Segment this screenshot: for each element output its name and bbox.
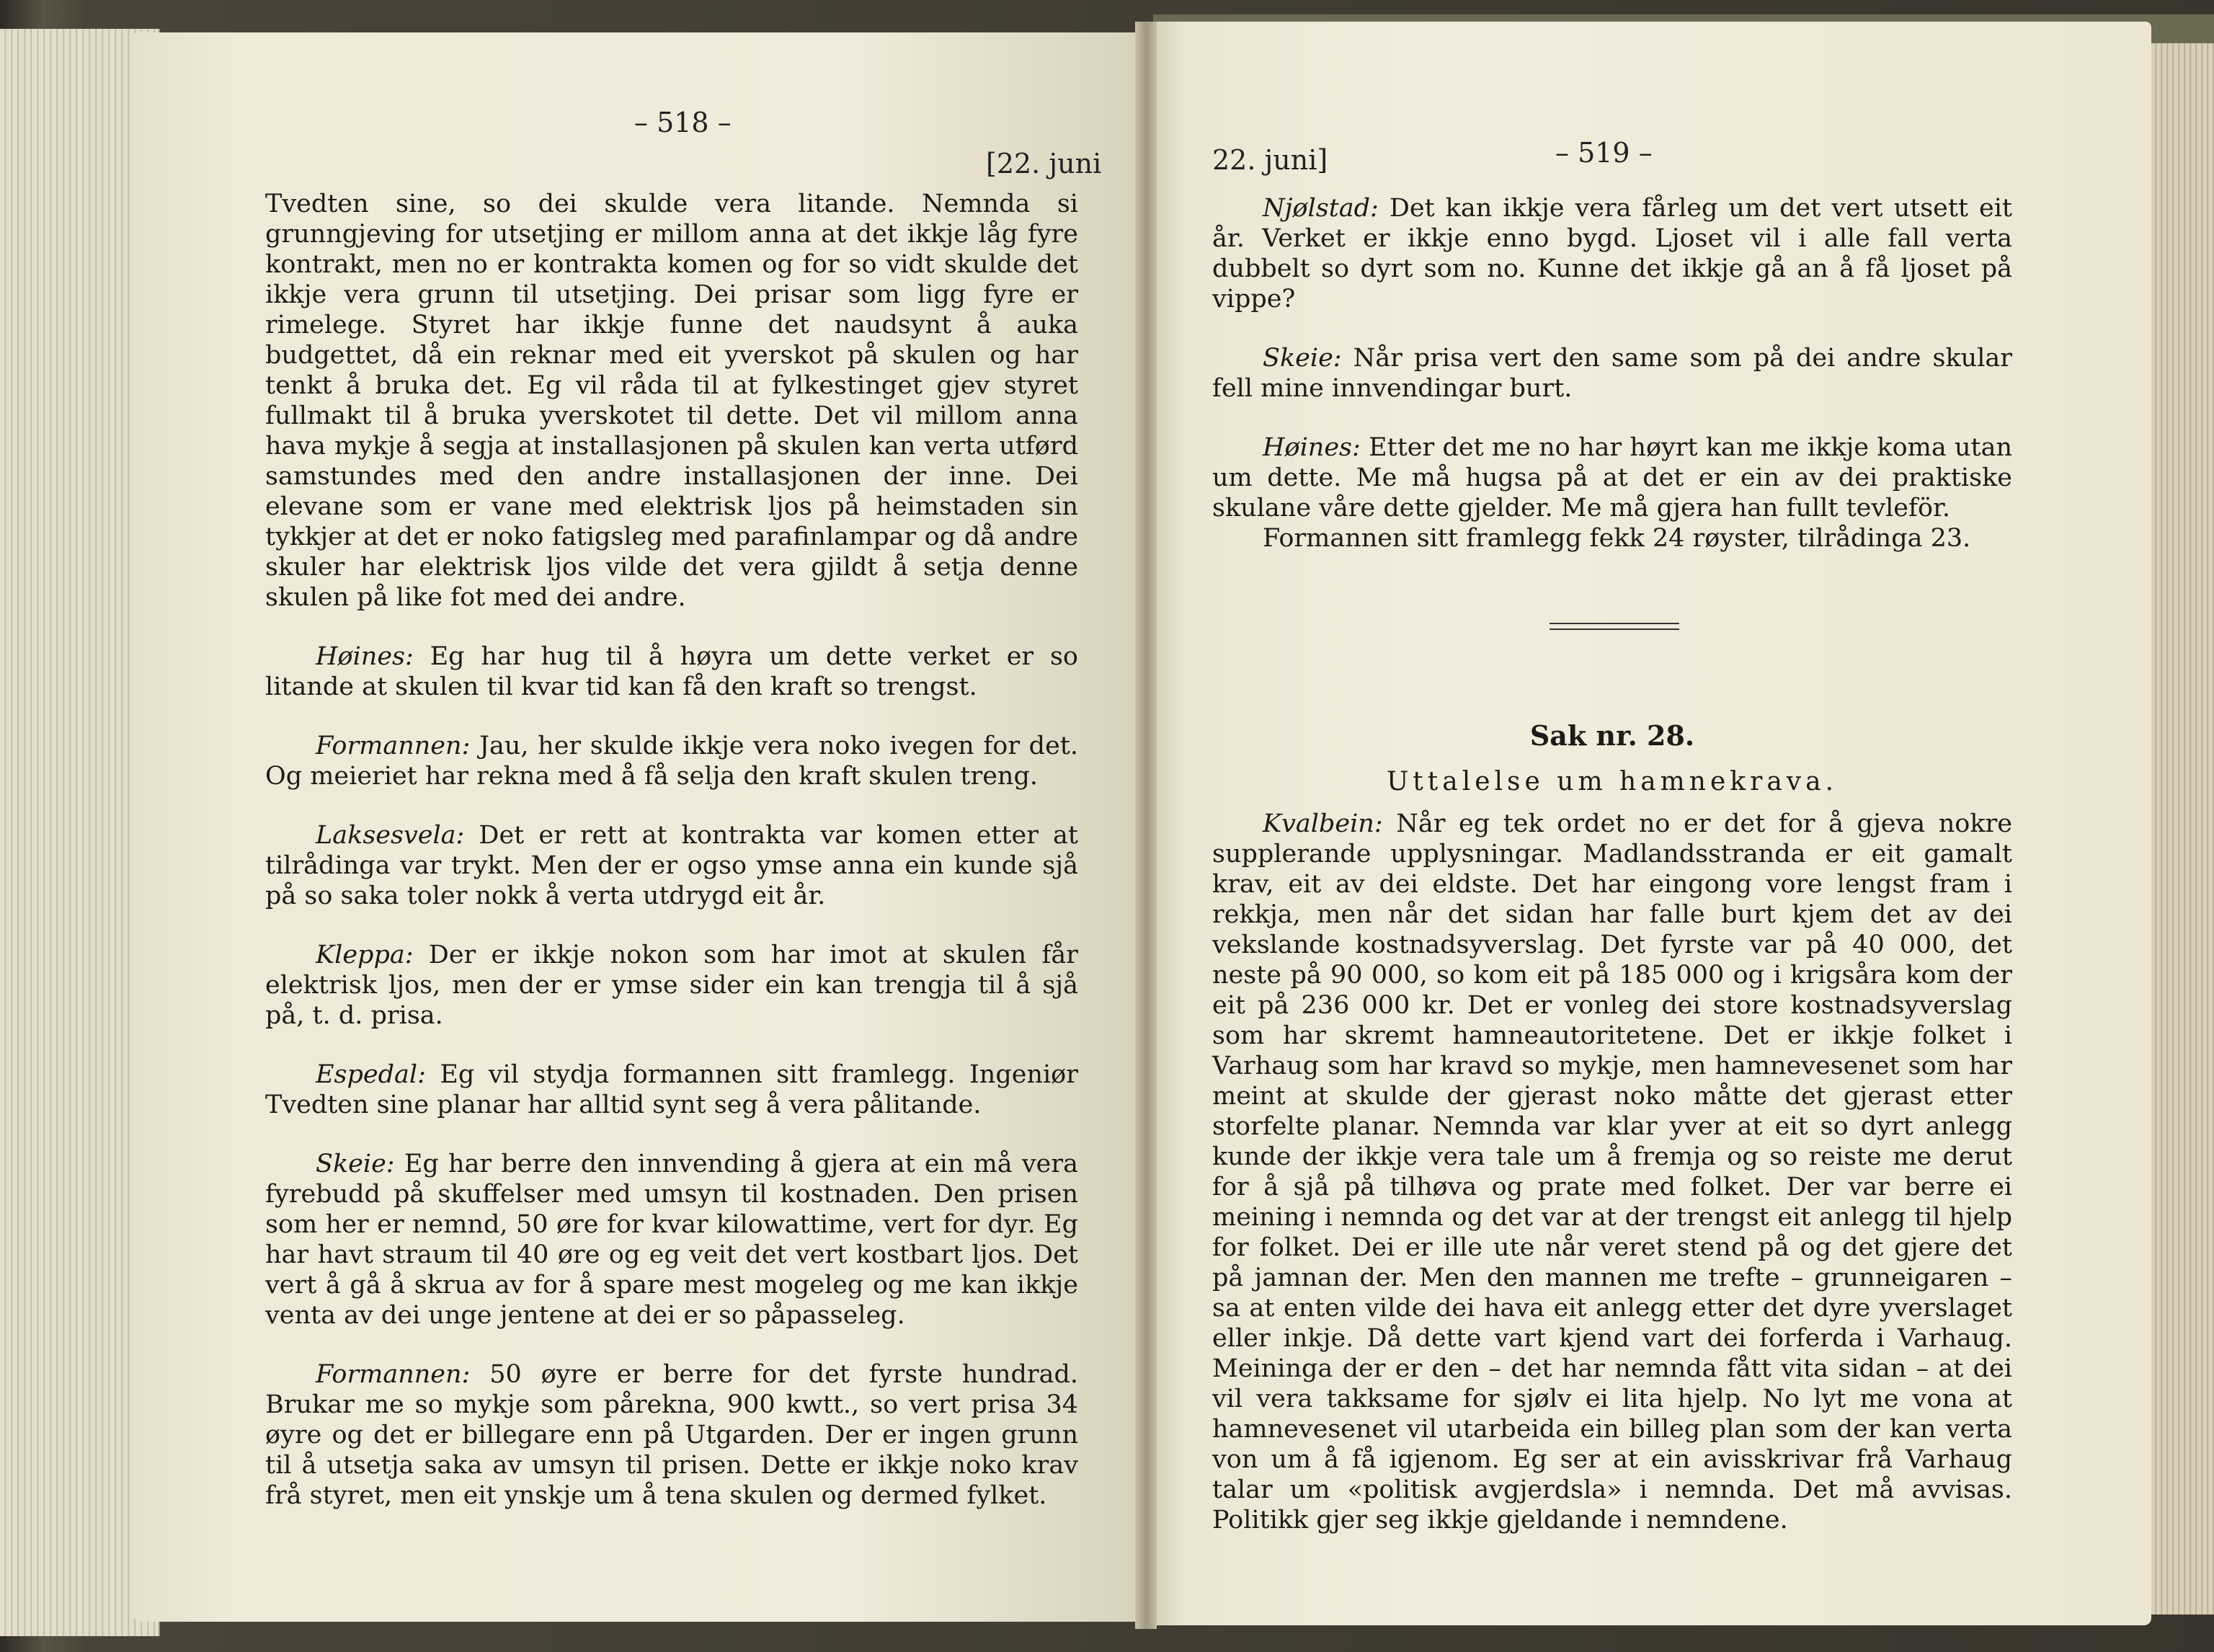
speaker-name: Kvalbein: <box>1263 809 1383 838</box>
sak-heading <box>1212 721 2012 797</box>
speech-text: Eg har hug til å høyra um dette verket er so litande at skulen til kvar tid kan få den kraft so trengst. <box>265 642 1078 701</box>
book-gutter <box>1135 22 1157 1629</box>
speech-hoines-2 <box>1212 432 2012 523</box>
speech-njolstad <box>1212 193 2012 314</box>
speaker-name: Espedal: <box>316 1060 426 1089</box>
speaker-name: Laksesvela: <box>316 821 465 850</box>
speech-kleppa <box>265 940 1078 1031</box>
speaker-name: Skeie: <box>1263 344 1342 373</box>
speech-text: Der er ikkje nokon som har imot at skulen får elektrisk ljos, men der er ymse sider ein kan trengja til å sjå på, t. d. prisa. <box>265 941 1078 1030</box>
sak-subtitle: Uttalelse um hamnekrava. <box>1386 767 1839 796</box>
page-edges-right <box>2146 43 2214 1615</box>
speech-text: Etter det me no har høyrt kan me ikkje koma utan um dette. Me må hugsa på at det er ein av dei praktiske skulane våre dette gjelder. Me må gjera han fullt tevleför. <box>1212 433 2012 523</box>
speech-skeie-2 <box>1212 343 2012 404</box>
speech-text: 50 øyre er berre for det fyrste hundrad. Brukar me so mykje som pårekna, 900 kwtt., so vert prisa 34 øyre og det er billegare enn på Utgarden. Der er ingen grunn til å utsetja saka av umsyn til prisen. Dette er ikkje noko krav frå styret, men eit ynskje um å tena skulen og dermed fylket. <box>265 1360 1078 1510</box>
paragraph <box>265 189 1078 613</box>
right-page-upper-body <box>1212 193 2012 554</box>
left-page-body <box>265 189 1078 1511</box>
speech-text: Eg vil stydja formannen sitt framlegg. Ingeniør Tvedten sine planar har alltid synt seg å vera pålitande. <box>265 1060 1078 1119</box>
section-divider <box>1550 623 1679 630</box>
speech-text: Eg har berre den innvending å gjera at ein må vera fyrebudd på skuffelser med umsyn til kostnaden. Den prisen som her er nemnd, 50 øre for kvar kilowattime, vert for dyr. Eg har havt straum til 40 øre og eg veit det vert kostbart ljos. Det vert å gå å skrua av for å spare mest mogeleg og me kan ikkje venta av dei unge jentene at dei er so påpasseleg. <box>265 1150 1078 1330</box>
speaker-name: Skeie: <box>316 1150 395 1178</box>
speech-espedal <box>265 1060 1078 1120</box>
speech-kvalbein <box>1212 809 2012 1535</box>
left-page-date: [22. juni <box>986 148 1102 179</box>
right-page-number: – 519 – <box>1555 137 1653 169</box>
speech-skeie <box>265 1149 1078 1331</box>
sak-title: Sak nr. 28. <box>1529 719 1695 752</box>
speech-text: Det kan ikkje vera fårleg um det vert utsett eit år. Verket er ikkje enno bygd. Ljoset vil i alle fall verta dubbelt so dyrt som no. Kunne det ikkje gå an å få ljoset på vippe? <box>1212 194 2012 314</box>
speech-hoines <box>265 641 1078 702</box>
speaker-name: Njølstad: <box>1263 194 1379 223</box>
speaker-name: Formannen: <box>316 732 471 760</box>
right-page-date: 22. juni] <box>1212 144 1328 176</box>
speech-text: Når prisa vert den same som på dei andre skular fell mine innvendingar burt. <box>1212 344 2012 403</box>
speech-laksesvela <box>265 820 1078 911</box>
paragraph-text: Tvedten sine, so dei skulde vera litande. Nemnda si grunngjeving for utsetjing er millom anna at det ikkje låg fyre kontrakt, men no er kontrakta komen og for so vidt skulde det ikkje vera grunn til utsetjing. Dei prisar som ligg fyre er rimelege. Styret har ikkje funne det naudsynt å auka budgettet, då ein reknar med eit yverskot på skulen og har tenkt å bruka det. Eg vil råda til at fylkestinget gjev styret fullmakt til å bruka yverskotet til dette. Det vil millom anna hava mykje å segja at installasjonen på skulen kan verta utførd samstundes med den andre installasjonen der inne. Dei elevane som er vane med elektrisk ljos på heimstaden sin tykkjer at det er noko fatigsleg med parafinlampar og då andre skuler har elektrisk ljos vilde det vera gjildt å setja denne skulen på like fot med dei andre. <box>265 190 1078 612</box>
left-page-number: – 518 – <box>634 107 732 138</box>
speaker-name: Høines: <box>316 642 414 671</box>
speech-text: Når eg tek ordet no er det for å gjeva nokre supplerande upplysningar. Madlandsstranda er eit gamalt krav, eit av dei eldste. Det har eingong vore lengst fram i rekkja, men når det sidan har falle burt kjem det av dei vekslande kostnadsyverslag. Det fyrste var på 40 000, det neste på 90 000, so kom eit på 185 000 og i krigsåra kom der eit på 236 000 kr. Det er vonleg dei store kostnadsyverslag som har skremt hamneautoritetene. Det er ikkje folket i Varhaug som har kravd so mykje, men hamnevesenet som har meint at skulde der gjerast noko måtte det gjerast etter storfelte planar. Nemnda var klar yver at eit so dyrt anlegg kunde der ikkje vera tale um å fremja og so reiste me derut for å sjå på tilhøva og prate med folket. Der var berre ei meining i nemnda og det var at der trengst eit anlegg til hjelp for folket. Dei er ille ute når veret stend på og det gjere det på jamnan der. Men den mannen me trefte – grunneigaren – sa at enten vilde dei hava eit anlegg etter det dyre yverslaget eller inkje. Då dette vart kjend vart dei forferda i Varhaug. Meininga der er den – det har nemnda fått vita sidan – at dei vil vera takksame for sjølv ei lita hjelp. No lyt me vona at hamnevesenet vil utarbeida ein billeg plan som der kan verta von um å få igjenom. Eg ser at ein avisskrivar frå Varhaug talar um «politisk avgjerdsla» i nemnda. Det må avvisas. Politikk gjer seg ikkje gjeldande i nemndene. <box>1212 809 2012 1535</box>
right-page-lower-body <box>1212 809 2012 1535</box>
speaker-name: Formannen: <box>316 1360 471 1389</box>
speech-text: Det er rett at kontrakta var komen etter at tilrådinga var trykt. Men der er ogso ymse anna ein kunde sjå på so saka toler nokk å verta utdrygd eit år. <box>265 821 1078 910</box>
speech-formannen <box>265 731 1078 791</box>
speaker-name: Høines: <box>1263 433 1361 462</box>
speech-text: Jau, her skulde ikkje vera noko ivegen for det. Og meieriet har rekna med å få selja den kraft skulen treng. <box>265 732 1078 791</box>
speaker-name: Kleppa: <box>316 941 414 969</box>
speech-formannen-2 <box>265 1359 1078 1511</box>
vote-result: Formannen sitt framlegg fekk 24 røyster, tilrådinga 23. <box>1263 524 1971 553</box>
